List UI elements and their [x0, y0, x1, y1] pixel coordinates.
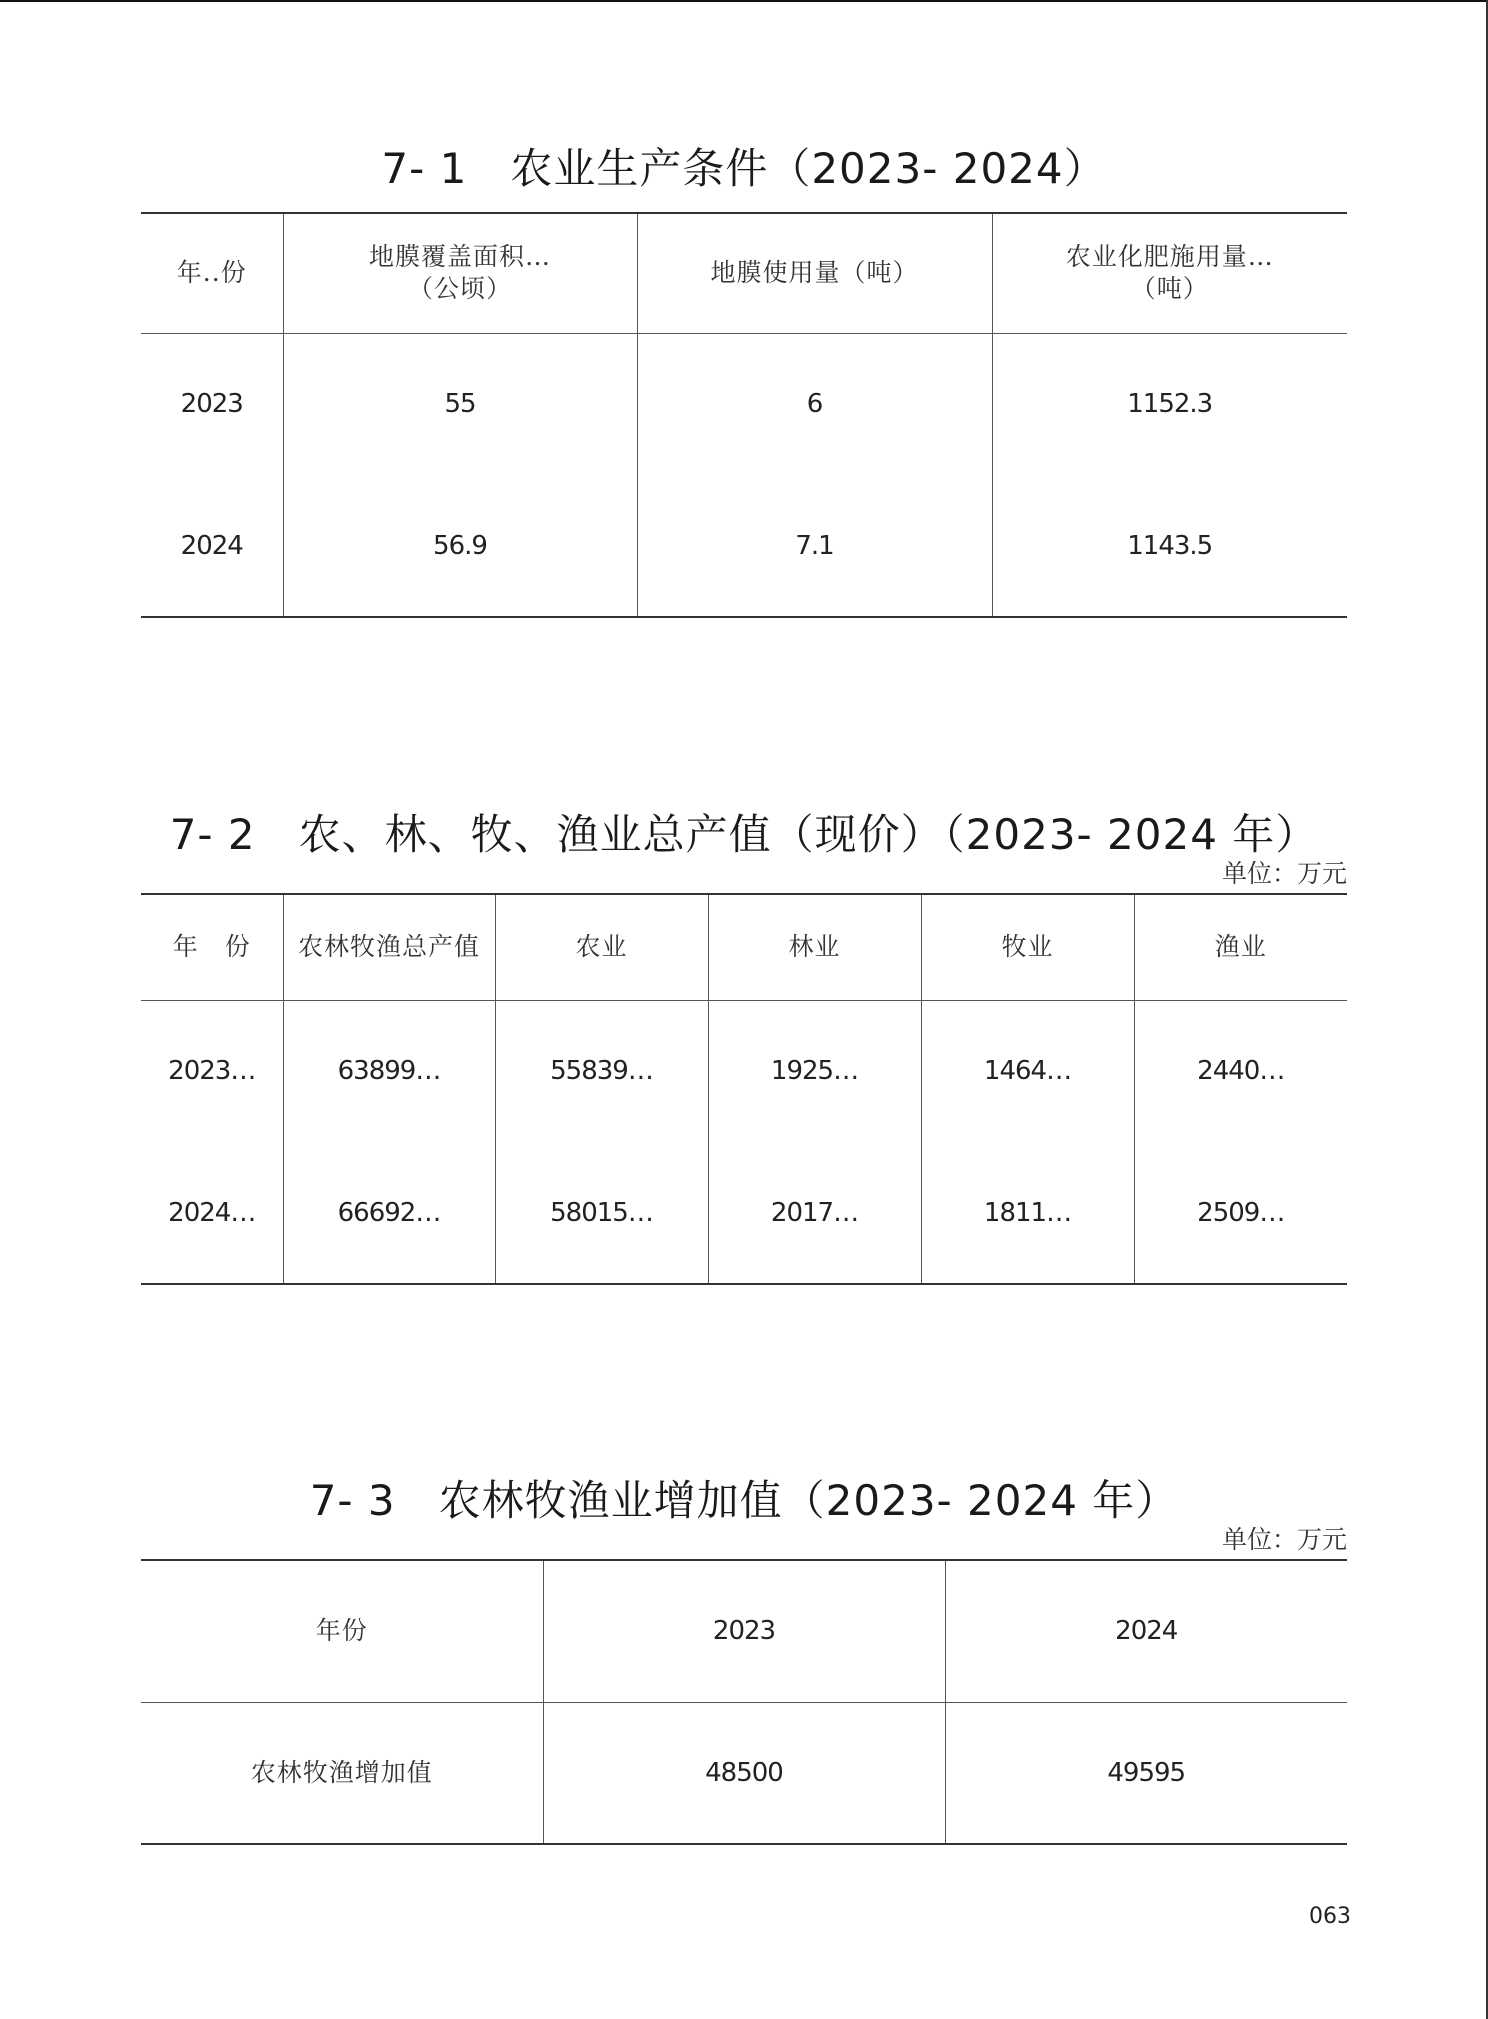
row-label: 农林牧渔增加值 — [250, 1757, 433, 1787]
header-cell-forestry: 林业 — [708, 894, 921, 1000]
cell: 66692… — [283, 1142, 495, 1284]
table-7-3-wrap — [141, 1559, 1347, 1845]
table-7-2 — [141, 893, 1347, 1285]
cell: 6 — [637, 333, 992, 475]
table-7-1 — [141, 212, 1347, 618]
cell: 1925… — [708, 1000, 921, 1142]
header-fertilizer-line1: 农业化肥施用量… — [1065, 242, 1274, 272]
header-cell-2024: 2024 — [945, 1560, 1347, 1702]
cell: 55839… — [495, 1000, 708, 1142]
header-film-area-line2: （公顷） — [407, 274, 512, 304]
cell: 2509… — [1134, 1142, 1347, 1284]
section-7-1 — [141, 136, 1347, 214]
cell: 1464… — [921, 1000, 1134, 1142]
header-cell-agriculture: 农业 — [495, 894, 708, 1000]
table-row — [141, 333, 1347, 475]
table-7-1-wrap — [141, 212, 1347, 618]
header-fertilizer-line2: （吨） — [1130, 274, 1209, 304]
header-cell-film-use: 地膜使用量（吨） — [637, 213, 992, 333]
cell: 49595 — [945, 1702, 1347, 1844]
cell: 2023… — [168, 1056, 256, 1087]
top-border — [0, 0, 1488, 2]
section-7-2 — [141, 802, 1347, 892]
cell: 56.9 — [283, 475, 637, 617]
section-7-3 — [141, 1468, 1347, 1558]
cell: 63899… — [283, 1000, 495, 1142]
header-cell-fertilizer — [992, 213, 1347, 333]
table-7-3 — [141, 1559, 1347, 1845]
table-row — [141, 1000, 1347, 1142]
table-header-row — [141, 213, 1347, 333]
table-row — [141, 1702, 1347, 1844]
cell: 2023 — [180, 389, 243, 420]
table-7-2-wrap — [141, 893, 1347, 1285]
table-7-3-unit: 单位：万元 — [1221, 1525, 1347, 1554]
table-7-2-title: 7- 2 农、林、牧、渔业总产值（现价）（2023- 2024 年） — [169, 810, 1319, 859]
table-7-1-title: 7- 1 农业生产条件（2023- 2024） — [381, 144, 1107, 193]
cell: 2024 — [180, 530, 243, 561]
header-film-area-line1: 地膜覆盖面积… — [368, 242, 551, 272]
cell: 2024… — [168, 1197, 256, 1228]
cell: 7.1 — [637, 475, 992, 617]
header-cell-total: 农林牧渔总产值 — [283, 894, 495, 1000]
header-cell-film-area — [283, 213, 637, 333]
cell: 48500 — [543, 1702, 945, 1844]
cell: 1143.5 — [992, 475, 1347, 617]
cell: 2017… — [708, 1142, 921, 1284]
table-7-3-title: 7- 3 农林牧渔业增加值（2023- 2024 年） — [309, 1476, 1179, 1525]
table-header-row — [141, 894, 1347, 1000]
table-row — [141, 1142, 1347, 1284]
table-header-row — [141, 1560, 1347, 1702]
cell: 2440… — [1134, 1000, 1347, 1142]
header-cell-year: 年份 — [141, 1560, 543, 1702]
header-cell-2023: 2023 — [543, 1560, 945, 1702]
table-7-2-unit: 单位：万元 — [1221, 859, 1347, 888]
header-cell-fishery: 渔业 — [1134, 894, 1347, 1000]
header-cell-year: 年..份 — [141, 213, 283, 333]
table-row — [141, 475, 1347, 617]
header-cell-year: 年 份 — [141, 894, 283, 1000]
cell: 1152.3 — [992, 333, 1347, 475]
cell: 1811… — [921, 1142, 1134, 1284]
header-cell-husbandry: 牧业 — [921, 894, 1134, 1000]
cell: 58015… — [495, 1142, 708, 1284]
page-number: 063 — [1309, 1904, 1351, 1929]
cell: 55 — [283, 333, 637, 475]
